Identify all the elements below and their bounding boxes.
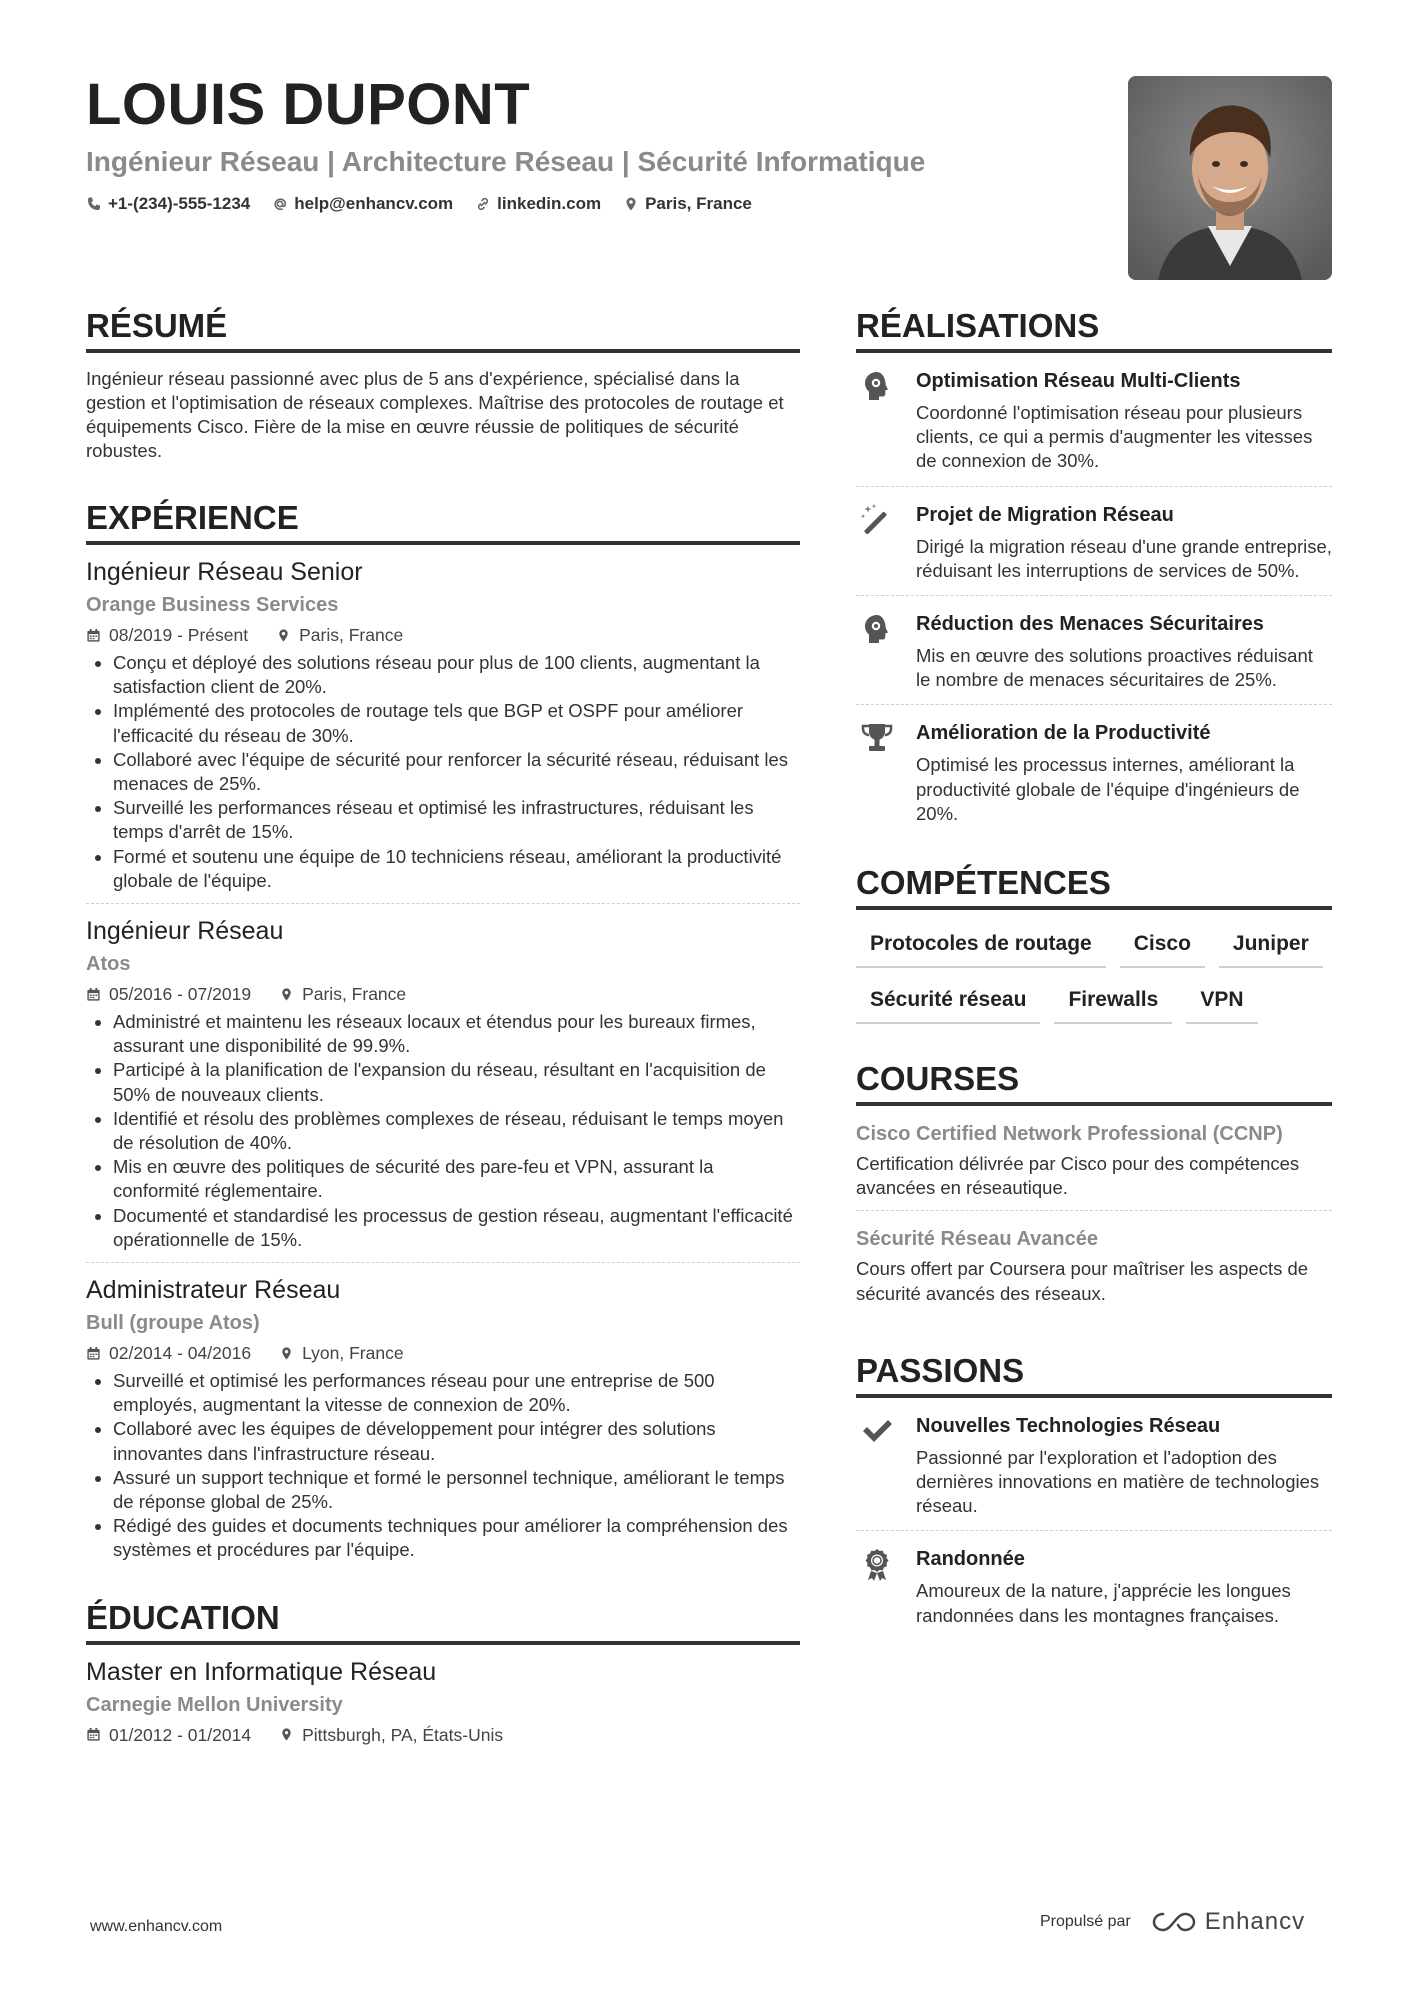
job-meta: [86, 982, 800, 1006]
achievement-title: Réduction des Menaces Sécuritaires: [916, 613, 1264, 636]
summary-text: Ingénieur réseau passionné avec plus de 5 ans d'expérience, spécialisé dans la gestion et l'optimisation de réseaux complexes. Maîtrise des protocoles de routage et équipements Cisco. Fière de la mise en œuvre réussie de politiques de sécurité robustes.: [86, 368, 784, 461]
job-company: Orange Business Services: [86, 594, 339, 616]
email-text: help@enhancv.com: [294, 194, 454, 213]
skill-tag: Cisco: [1120, 926, 1205, 968]
job-location-text: Paris, France: [302, 984, 407, 1005]
experience-heading: EXPÉRIENCE: [86, 497, 800, 545]
head-gear-icon: [860, 612, 894, 646]
footer-website[interactable]: www.enhancv.com: [90, 1918, 223, 1935]
bullet-item: Documenté et standardisé les processus de gestion réseau, augmentant l'efficacité opérationnelle de 15%.: [86, 1204, 800, 1252]
award-ribbon-icon: [860, 1547, 894, 1581]
skill-tag: Sécurité réseau: [856, 982, 1040, 1024]
skill-tag: Protocoles de routage: [856, 926, 1106, 968]
achievement-item: [856, 487, 1332, 596]
at-sign-icon: [272, 196, 288, 212]
brand-name: Enhancv: [1204, 1908, 1306, 1935]
achievement-title: Projet de Migration Réseau: [916, 503, 1174, 526]
trophy-icon: [860, 721, 894, 755]
education-entry: [86, 1645, 800, 1757]
right-column: [856, 305, 1332, 1674]
job-location: [276, 623, 403, 647]
achievement-title: Optimisation Réseau Multi-Clients: [916, 370, 1241, 392]
job-title: Ingénieur Réseau: [86, 917, 284, 946]
achievement-item: [856, 705, 1332, 838]
achievement-desc: Mis en œuvre des solutions proactives réduisant le nombre de menaces sécuritaires de 25%.: [916, 645, 1313, 691]
passion-desc: Amoureux de la nature, j'apprécie les longues randonnées dans les montagnes françaises.: [916, 1580, 1291, 1626]
map-pin-icon: [623, 196, 639, 212]
calendar-icon: [86, 628, 101, 643]
achievements-section: [856, 305, 1332, 838]
achievement-icon-wrap: [856, 610, 898, 692]
profile-photo: [1128, 76, 1332, 280]
portrait-image: [1128, 76, 1332, 280]
bullet-item: Surveillé les performances réseau et optimisé les infrastructures, réduisant les temps d'arrêt de 15%.: [86, 796, 800, 844]
head-gear-icon: [860, 369, 894, 403]
education-location: [279, 1723, 503, 1747]
contact-location: [623, 194, 752, 214]
resume-header: [86, 72, 1086, 214]
job-location: [279, 982, 406, 1006]
skills-heading: COMPÉTENCES: [856, 862, 1332, 910]
calendar-icon: [86, 987, 101, 1002]
skills-list: [856, 926, 1332, 1024]
school-name: Carnegie Mellon University: [86, 1693, 343, 1716]
skill-tag: VPN: [1186, 982, 1257, 1024]
summary-heading: RÉSUMÉ: [86, 305, 800, 353]
education-section: [86, 1597, 800, 1757]
contact-row: [86, 194, 1086, 214]
summary-section: [86, 305, 800, 463]
passion-title: Randonnée: [916, 1548, 1025, 1571]
map-pin-icon: [276, 628, 291, 643]
map-pin-icon: [279, 987, 294, 1002]
checkmark-icon: [860, 1414, 894, 1448]
link-icon: [475, 196, 491, 212]
job-meta: [86, 1341, 800, 1365]
job-location: [279, 1341, 404, 1365]
contact-phone[interactable]: [86, 194, 250, 214]
job-dates-text: 08/2019 - Présent: [109, 625, 249, 645]
course-title: Cisco Certified Network Professional (CCNP): [856, 1123, 1283, 1146]
bullet-item: Rédigé des guides et documents techniques pour améliorer la compréhension des systèmes et procédures par l'équipe.: [86, 1514, 800, 1562]
bullet-item: Identifié et résolu des problèmes complexes de réseau, réduisant le temps moyen de résolution de 40%.: [86, 1107, 800, 1155]
achievements-heading: RÉALISATIONS: [856, 305, 1332, 353]
education-location-text: Pittsburgh, PA, États-Unis: [302, 1724, 504, 1745]
passion-title: Nouvelles Technologies Réseau: [916, 1414, 1221, 1437]
education-dates-text: 01/2012 - 01/2014: [109, 1724, 252, 1745]
job-dates-text: 02/2014 - 04/2016: [109, 1343, 252, 1364]
passion-item: [856, 1531, 1332, 1639]
skills-section: [856, 862, 1332, 1024]
job-bullets: [86, 1369, 800, 1563]
bullet-item: Assuré un support technique et formé le personnel technique, améliorant le temps de réponse global de 25%.: [86, 1466, 800, 1514]
contact-linkedin[interactable]: [475, 194, 601, 214]
passion-icon-wrap: [856, 1545, 898, 1627]
achievement-desc: Optimisé les processus internes, améliorant la productivité globale de l'équipe d'ingénieurs de 20%.: [916, 754, 1300, 824]
achievement-icon-wrap: [856, 719, 898, 826]
passion-icon-wrap: [856, 1412, 898, 1519]
map-pin-icon: [279, 1346, 294, 1361]
bullet-item: Administré et maintenu les réseaux locaux et étendus pour les bureaux firmes, assurant une disponibilité de 99.9%.: [86, 1010, 800, 1058]
linkedin-text: linkedin.com: [497, 194, 602, 213]
achievement-item: [856, 596, 1332, 705]
bullet-item: Collaboré avec l'équipe de sécurité pour renforcer la sécurité réseau, réduisant les menaces de 25%.: [86, 748, 800, 796]
phone-icon: [86, 196, 102, 212]
achievement-desc: Dirigé la migration réseau d'une grande entreprise, réduisant les interruptions de services de 50%.: [916, 535, 1332, 581]
achievement-title: Amélioration de la Productivité: [916, 722, 1211, 745]
education-heading: ÉDUCATION: [86, 1597, 800, 1645]
education-dates: [86, 1723, 251, 1747]
candidate-title: Ingénieur Réseau | Architecture Réseau | Sécurité Informatique: [86, 146, 926, 177]
enhancv-logo[interactable]: [1151, 1908, 1305, 1936]
bullet-item: Surveillé et optimisé les performances réseau pour une entreprise de 500 employés, augmentant la vitesse de connexion de 20%.: [86, 1369, 800, 1417]
bullet-item: Collaboré avec les équipes de développement pour intégrer des solutions innovantes dans l'infrastructure réseau.: [86, 1417, 800, 1465]
job-entry: [86, 904, 800, 1263]
bullet-item: Participé à la planification de l'expansion du réseau, résultant en l'acquisition de 50% de nouveaux clients.: [86, 1058, 800, 1106]
passions-heading: PASSIONS: [856, 1350, 1332, 1398]
job-bullets: [86, 651, 800, 893]
location-text: Paris, France: [645, 194, 752, 213]
achievement-desc: Coordonné l'optimisation réseau pour plusieurs clients, ce qui a permis d'augmenter les vitesses de connexion de 30%.: [916, 402, 1313, 472]
education-meta: [86, 1723, 800, 1747]
courses-section: [856, 1058, 1332, 1316]
job-bullets: [86, 1010, 800, 1252]
passions-section: [856, 1350, 1332, 1640]
job-title: Administrateur Réseau: [86, 1276, 341, 1305]
calendar-icon: [86, 1727, 101, 1742]
course-desc: Cours offert par Coursera pour maîtriser les aspects de sécurité avancés des réseaux.: [856, 1258, 1309, 1304]
candidate-name: LOUIS DUPONT: [86, 72, 531, 137]
passion-item: [856, 1398, 1332, 1532]
bullet-item: Implémenté des protocoles de routage tels que BGP et OSPF pour améliorer l'efficacité du réseau de 30%.: [86, 699, 800, 747]
map-pin-icon: [279, 1727, 294, 1742]
courses-heading: COURSES: [856, 1058, 1332, 1106]
magic-wand-icon: [860, 503, 894, 537]
job-meta: [86, 623, 800, 647]
contact-email[interactable]: [272, 194, 453, 214]
achievement-item: [856, 353, 1332, 487]
job-location-text: Paris, France: [299, 625, 404, 645]
footer-branding: [1040, 1908, 1305, 1936]
job-dates-text: 05/2016 - 07/2019: [109, 984, 252, 1005]
job-dates: [86, 623, 248, 647]
calendar-icon: [86, 1346, 101, 1361]
job-entry: [86, 545, 800, 904]
achievement-icon-wrap: [856, 501, 898, 583]
job-location-text: Lyon, France: [302, 1343, 404, 1364]
powered-by-text: Propulsé par: [1040, 1913, 1131, 1930]
enhancv-logo-icon: [1151, 1910, 1197, 1934]
job-entry: [86, 1263, 800, 1573]
achievement-icon-wrap: [856, 367, 898, 474]
job-company: Bull (groupe Atos): [86, 1312, 260, 1335]
bullet-item: Mis en œuvre des politiques de sécurité des pare-feu et VPN, assurant la conformité réglementaire.: [86, 1155, 800, 1203]
job-company: Atos: [86, 953, 131, 976]
bullet-item: Conçu et déployé des solutions réseau pour plus de 100 clients, augmentant la satisfaction client de 20%.: [86, 651, 800, 699]
phone-text: +1-(234)-555-1234: [108, 194, 251, 213]
skill-tag: Juniper: [1219, 926, 1323, 968]
degree-title: Master en Informatique Réseau: [86, 1657, 437, 1686]
course-title: Sécurité Réseau Avancée: [856, 1228, 1098, 1251]
left-column: [86, 305, 800, 1791]
passion-desc: Passionné par l'exploration et l'adoption des dernières innovations en matière de technologies réseau.: [916, 1446, 1320, 1517]
job-dates: [86, 1341, 251, 1365]
job-title: Ingénieur Réseau Senior: [86, 558, 363, 586]
experience-section: [86, 497, 800, 1573]
job-dates: [86, 982, 251, 1006]
course-item: [856, 1211, 1332, 1315]
bullet-item: Formé et soutenu une équipe de 10 techniciens réseau, améliorant la productivité globale de l'équipe.: [86, 845, 800, 893]
course-item: [856, 1106, 1332, 1211]
course-desc: Certification délivrée par Cisco pour des compétences avancées en réseautique.: [856, 1153, 1300, 1199]
skill-tag: Firewalls: [1054, 982, 1172, 1024]
